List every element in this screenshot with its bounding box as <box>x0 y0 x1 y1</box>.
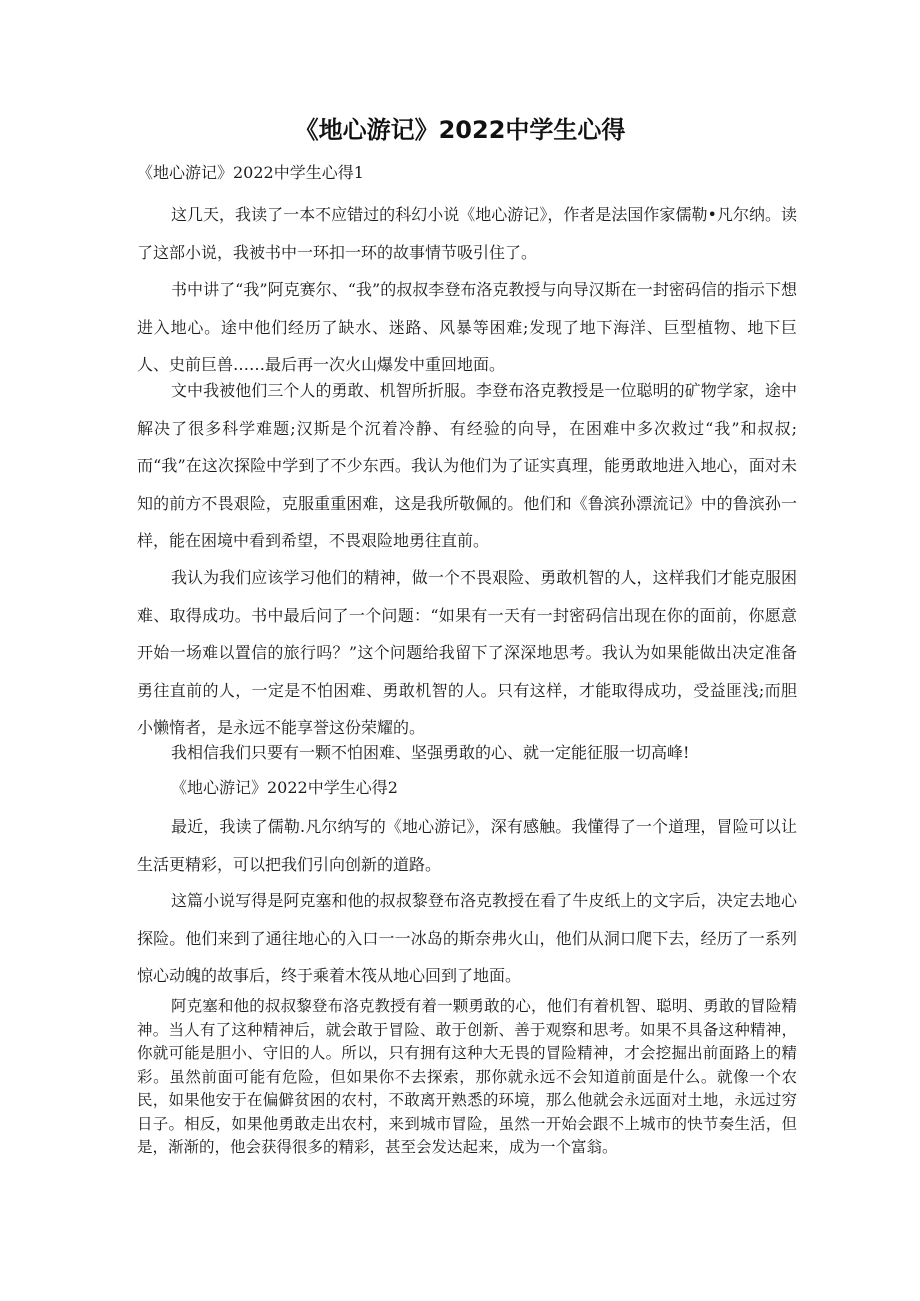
section-1-paragraph-4: 我认为我们应该学习他们的精神，做一个不畏艰险、勇敢机智的人，这样我们才能克服困难、取得成功。书中最后问了一个问题：“如果有一天有一封密码信出现在你的面前，你愿意开始一场难以置信的旅行吗？”这个问题给我留下了深深地思考。我认为如果能做出决定准备勇往直前的人，一定是不怕困难、勇敢机智的人。只有这样，才能取得成功，受益匪浅;而胆小懒惰者，是永远不能享誉这份荣耀的。 <box>137 568 797 737</box>
section-2-paragraph-1: 最近，我读了儒勒.凡尔纳写的《地心游记》，深有感触。我懂得了一个道理，冒险可以让生活更精彩，可以把我们引向创新的道路。 <box>137 817 797 874</box>
section-2-paragraph-2: 这篇小说写得是阿克塞和他的叔叔黎登布洛克教授在看了牛皮纸上的文字后，决定去地心探险。他们来到了通往地心的入口一一冰岛的斯奈弗火山，他们从洞口爬下去，经历了一系列惊心动魄的故事后，终于乘着木筏从地心回到了地面。 <box>137 891 797 985</box>
section-1-heading: 《地心游记》2022中学生心得1 <box>137 163 364 182</box>
section-1-paragraph-1: 这几天，我读了一本不应错过的科幻小说《地心游记》，作者是法国作家儒勒•凡尔纳。读了这部小说，我被书中一环扣一环的故事情节吸引住了。 <box>137 205 797 262</box>
section-1-paragraph-2: 书中讲了“我”阿克赛尔、“我”的叔叔李登布洛克教授与向导汉斯在一封密码信的指示下想进入地心。途中他们经历了缺水、迷路、风暴等困难;发现了地下海洋、巨型植物、地下巨人、史前巨兽……最后再一次火山爆发中重回地面。 <box>137 280 797 374</box>
section-1-paragraph-3: 文中我被他们三个人的勇敢、机智所折服。李登布洛克教授是一位聪明的矿物学家，途中解决了很多科学难题;汉斯是个沉着冷静、有经验的向导，在困难中多次救过“我”和叔叔;而“我”在这次探险中学到了不少东西。我认为他们为了证实真理，能勇敢地进入地心，面对未知的前方不畏艰险，克服重重困难，这是我所敬佩的。他们和《鲁滨孙漂流记》中的鲁滨孙一样，能在困境中看到希望，不畏艰险地勇往直前。 <box>137 381 797 550</box>
section-2-heading: 《地心游记》2022中学生心得2 <box>171 778 398 797</box>
section-1-paragraph-5: 我相信我们只要有一颗不怕困难、坚强勇敢的心、就一定能征服一切高峰! <box>171 743 690 762</box>
section-2-paragraph-3: 阿克塞和他的叔叔黎登布洛克教授有着一颗勇敢的心，他们有着机智、聪明、勇敢的冒险精神。当人有了这种精神后，就会敢于冒险、敢于创新、善于观察和思考。如果不具备这种精神，你就可能是胆小、守旧的人。所以，只有拥有这种大无畏的冒险精神，才会挖掘出前面路上的精彩。虽然前面可能有危险，但如果你不去探索，那你就永远不会知道前面是什么。就像一个农民，如果他安于在偏僻贫困的农村，不敢离开熟悉的环境，那么他就会永远面对土地，永远过穷日子。相反，如果他勇敢走出农村，来到城市冒险，虽然一开始会跟不上城市的快节奏生活，但是，渐渐的，他会获得很多的精彩，甚至会发达起来，成为一个富翁。 <box>137 997 797 1156</box>
page-title: 《地心游记》2022中学生心得 <box>294 116 626 144</box>
